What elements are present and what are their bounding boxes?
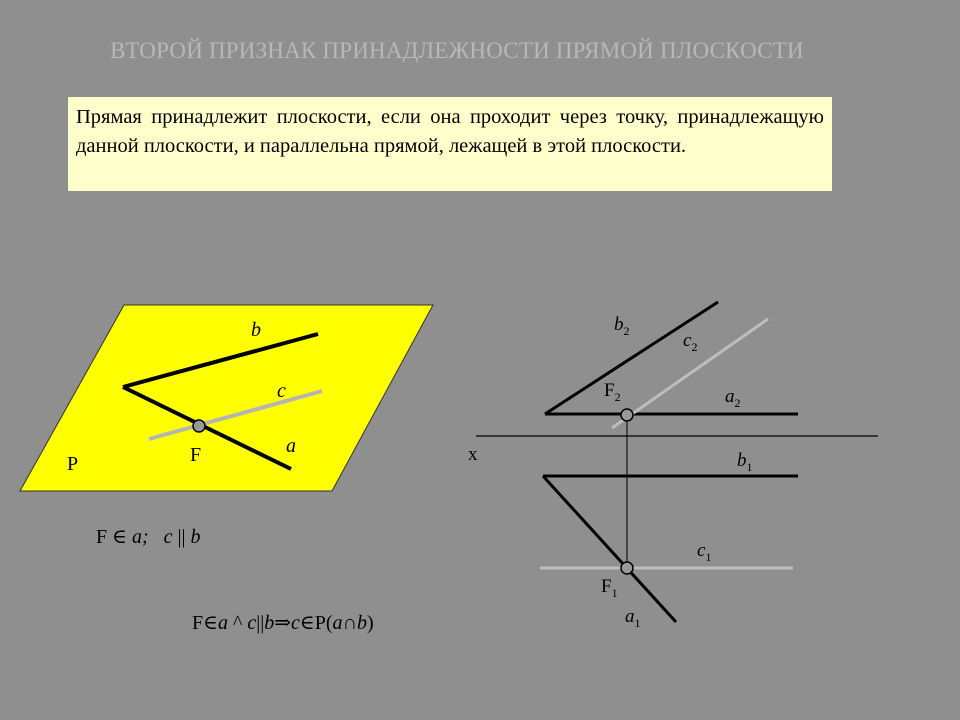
formula-conclusion: F∈a ^ c||b⇒c∈P(a∩b) [192,612,374,634]
plane-p [20,305,433,491]
label-x: x [468,444,478,465]
point-f [193,420,205,432]
label-c1: $c_1$ [697,540,712,564]
label-f1: $F_1$ [601,576,618,600]
formula-membership: F ∈ a; c || b [96,526,201,548]
point-f2 [621,409,633,421]
label-a: a [286,435,296,457]
label-f2: $F_2$ [604,380,621,404]
label-b1: $b_1$ [737,450,753,474]
line-b2 [545,302,718,414]
label-c: c [277,380,286,402]
label-b: b [251,319,261,341]
definition-text: Прямая принадлежит плоскости, если она проходит через точку, принадлежащую данной плоскости, и параллельна прямой, лежащей в этой плоскости. [76,106,824,157]
line-a1 [543,476,676,622]
label-f: F [190,444,202,466]
label-b2: $b_2$ [614,314,630,338]
label-c2: $c_2$ [683,330,698,354]
label-a2: $a_2$ [725,386,741,410]
label-a1: $a_1$ [625,606,641,630]
point-f1 [621,562,633,574]
slide-title: ВТОРОЙ ПРИЗНАК ПРИНАДЛЕЖНОСТИ ПРЯМОЙ ПЛОСКОСТИ [110,38,804,63]
label-p: P [67,453,79,475]
